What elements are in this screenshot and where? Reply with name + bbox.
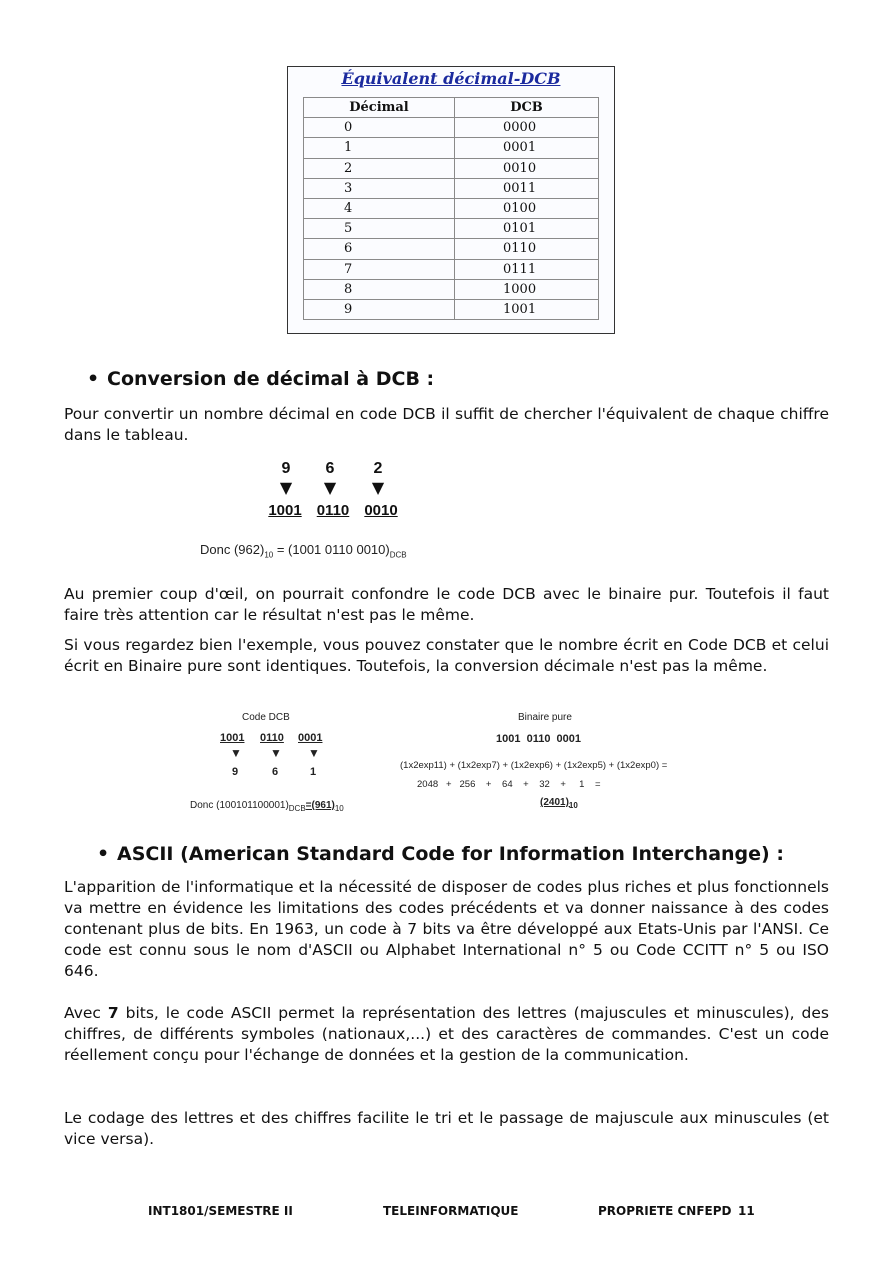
ascii-paragraph-1: L'apparition de l'informatique et la nécessité de disposer de codes plus riches et plus fonctionnels va mettre en évidence les limitations des codes précédents et va donner naissance à des codes contenant plus de bits. En 1963, un code à 7 bits va être développé aux Etats-Unis par l'ANSI. Ce code est connu sous le nom d'ASCII ou Alphabet International n° 5 ou Code CCITT n° 5 ou ISO 646.	[64, 878, 829, 980]
table-header-row	[304, 98, 599, 118]
cell-dcb: 0110	[455, 239, 599, 259]
result-mid: = (1001 0110 0010)	[273, 542, 390, 557]
dcb-code: 0110	[260, 732, 284, 744]
table-row	[304, 239, 599, 259]
cell-decimal: 9	[304, 299, 455, 319]
table-row	[304, 219, 599, 239]
binary-result	[540, 797, 578, 810]
example1-result	[200, 542, 407, 560]
arrow-down-icon: ▼	[371, 478, 385, 497]
arrow-down-icon: ▼	[270, 746, 282, 760]
table-row	[304, 138, 599, 158]
ascii-paragraph-3: Le codage des lettres et des chiffres facilite le tri et le passage de majuscule aux minuscules (et vice versa).	[64, 1109, 829, 1148]
result-sub: 10	[334, 804, 344, 813]
section1-intro: Pour convertir un nombre décimal en code DCB il suffit de chercher l'équivalent de chaque chiffre dans le tableau.	[64, 405, 829, 444]
example1-diagram	[244, 460, 424, 524]
dcb-code: 1001	[268, 502, 302, 519]
dcb-table	[303, 97, 599, 320]
cell-decimal: 0	[304, 118, 455, 138]
example2-left-result	[190, 800, 344, 813]
arrow-down-icon: ▼	[279, 478, 293, 497]
arrow-down-icon: ▼	[323, 478, 337, 497]
example2-left-diagram	[218, 732, 338, 782]
result-base: 10	[264, 550, 274, 560]
cell-dcb: 0010	[455, 158, 599, 178]
cell-decimal: 5	[304, 219, 455, 239]
cell-dcb: 1000	[455, 279, 599, 299]
digit: 1	[310, 766, 317, 778]
column-header-decimal: Décimal	[304, 98, 455, 118]
result-value: =(961)	[305, 800, 335, 811]
binaire-pure-title: Binaire pure	[518, 712, 572, 723]
cell-decimal: 7	[304, 259, 455, 279]
section-heading-ascii: • ASCII (American Standard Code for Information Interchange) :	[117, 843, 784, 865]
cell-dcb: 0101	[455, 219, 599, 239]
dcb-code: 0010	[364, 502, 398, 519]
column-header-dcb: DCB	[455, 98, 599, 118]
arrow-down-icon: ▼	[308, 746, 320, 760]
result-suffix: DCB	[389, 550, 407, 560]
cell-dcb: 0100	[455, 198, 599, 218]
digit: 6	[325, 460, 335, 477]
result-sub: DCB	[288, 804, 306, 813]
cell-decimal: 6	[304, 239, 455, 259]
cell-dcb: 0000	[455, 118, 599, 138]
footer-page-number: 11	[738, 1204, 755, 1218]
text: bits, le code ASCII permet la représentation des lettres (majuscules et minuscules), des chiffres, de différents symboles (nationaux,...) et des caractères de commandes. C'est un code réellement conçu pour l'échange de données et la gestion de la communication.	[64, 1004, 829, 1064]
footer-owner: PROPRIETE CNFEPD	[598, 1204, 732, 1218]
table-title: Équivalent décimal-DCB	[341, 69, 561, 88]
table-row	[304, 279, 599, 299]
cell-decimal: 3	[304, 178, 455, 198]
cell-dcb: 0111	[455, 259, 599, 279]
digit: 9	[281, 460, 291, 477]
dcb-table-figure	[287, 66, 615, 334]
binary-code: 1001 0110 0001	[496, 733, 582, 745]
digit: 2	[373, 460, 383, 477]
cell-decimal: 8	[304, 279, 455, 299]
code-dcb-title: Code DCB	[242, 712, 290, 723]
text: Avec	[64, 1004, 108, 1022]
footer-course: INT1801/SEMESTRE II	[148, 1204, 293, 1218]
cell-dcb: 0001	[455, 138, 599, 158]
binary-sum: 2048 + 256 + 64 + 32 + 1 =	[417, 779, 601, 790]
table-row	[304, 198, 599, 218]
footer-subject: TELEINFORMATIQUE	[383, 1204, 519, 1218]
table-row	[304, 259, 599, 279]
ascii-paragraph-2	[64, 1003, 829, 1066]
table-row	[304, 178, 599, 198]
table-row	[304, 118, 599, 138]
dcb-code: 0110	[316, 502, 350, 519]
bold-text: 7	[107, 1004, 119, 1022]
section-heading-conversion: • Conversion de décimal à DCB :	[107, 368, 434, 390]
dcb-code: 1001	[220, 732, 245, 744]
arrow-down-icon: ▼	[230, 746, 242, 760]
dcb-code: 0001	[298, 732, 323, 744]
result-value: (2401)	[540, 797, 569, 808]
digit: 6	[272, 766, 279, 778]
result-prefix: Donc (962)	[200, 542, 265, 557]
binary-expression: (1x2exp11) + (1x2exp7) + (1x2exp6) + (1x2exp5) + (1x2exp0) =	[400, 760, 668, 771]
paragraph-2: Si vous regardez bien l'exemple, vous pouvez constater que le nombre écrit en Code DCB et celui écrit en Binaire pure sont identiques. Toutefois, la conversion décimale n'est pas la même.	[64, 636, 829, 675]
cell-decimal: 1	[304, 138, 455, 158]
cell-decimal: 4	[304, 198, 455, 218]
page-footer	[0, 1204, 893, 1222]
result-text: Donc (100101100001)	[190, 800, 289, 811]
digit: 9	[232, 766, 239, 778]
cell-dcb: 1001	[455, 299, 599, 319]
table-row	[304, 299, 599, 319]
cell-dcb: 0011	[455, 178, 599, 198]
paragraph-1: Au premier coup d'œil, on pourrait confondre le code DCB avec le binaire pur. Toutefois il faut faire très attention car le résultat n'est pas le même.	[64, 585, 829, 624]
cell-decimal: 2	[304, 158, 455, 178]
table-row	[304, 158, 599, 178]
result-sub: 10	[568, 801, 578, 810]
